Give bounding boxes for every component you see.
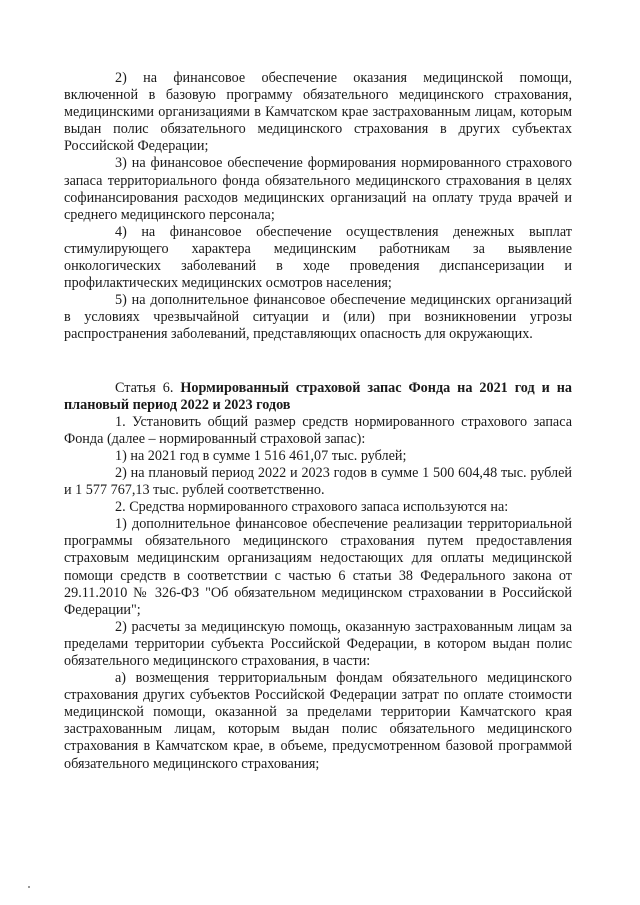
paragraph-clause-2-item-2: 2) расчеты за медицинскую помощь, оказанную застрахованным лицам за пределами территории субъекта Российской Федерации, в котором выдан полис обязательного медицинского страхования, в части: [64, 618, 572, 669]
paragraph-item-5: 5) на дополнительное финансовое обеспечение медицинских организаций в условиях чрезвычайной ситуации и (или) при возникновении угрозы распространения заболеваний, представляющих опасность для окружающих. [64, 292, 572, 343]
paragraph-clause-1: 1. Установить общий размер средств нормированного страхового запаса Фонда (далее – нормированный страховой запас): [64, 413, 572, 447]
paragraph-clause-2-item-2a: а) возмещения территориальным фондам обязательного медицинского страхования других субъектов Российской Федерации затрат по оплате стоимости медицинской помощи, оказанной за пределами территории Камчатского края застрахованным лицам, которым выдан полис обязательного медицинского страхования в Камчатском крае, в объеме, предусмотренном базовой программой обязательного медицинского страхования; [64, 670, 572, 772]
paragraph-clause-1-item-1: 1) на 2021 год в сумме 1 516 461,07 тыс. рублей; [115, 447, 407, 464]
paragraph-clause-2: 2. Средства нормированного страхового запаса используются на: [115, 499, 509, 516]
article-title: Нормированный страховой запас Фонда на 2021 год и на плановый период 2022 и 2023 годов [64, 379, 572, 413]
scan-artifact [28, 886, 30, 888]
article-prefix: Статья 6. [115, 379, 181, 396]
document-page [64, 70, 572, 773]
paragraph-clause-2-item-1: 1) дополнительное финансовое обеспечение реализации территориальной программы обязательного медицинского страхования путем предоставления страховым медицинским организациям недостающих для оплаты медицинской помощи средств в соответствии с частью 6 статьи 38 Федерального закона от 29.11.2010 № 326-ФЗ "Об обязательном медицинском страховании в Российской Федерации"; [64, 516, 572, 618]
paragraph-item-3: 3) на финансовое обеспечение формирования нормированного страхового запаса территориального фонда обязательного медицинского страхования в целях софинансирования расходов медицинских организаций на оплату труда врачей и среднего медицинского персонала; [64, 155, 572, 223]
article-heading [64, 380, 572, 414]
section-spacer [64, 344, 572, 380]
paragraph-item-4: 4) на финансовое обеспечение осуществления денежных выплат стимулирующего характера медицинским работникам за выявление онкологических заболеваний в ходе проведения диспансеризации и профилактических медицинских осмотров населения; [64, 223, 572, 292]
paragraph-clause-1-item-2: 2) на плановый период 2022 и 2023 годов в сумме 1 500 604,48 тыс. рублей и 1 577 767,13 тыс. рублей соответственно. [64, 464, 572, 499]
paragraph-item-2: 2) на финансовое обеспечение оказания медицинской помощи, включенной в базовую программу обязательного медицинского страхования, медицинскими организациями в Камчатском крае застрахованным лицам, которым выдан полис обязательного медицинского страхования в других субъектах Российской Федерации; [64, 70, 572, 155]
